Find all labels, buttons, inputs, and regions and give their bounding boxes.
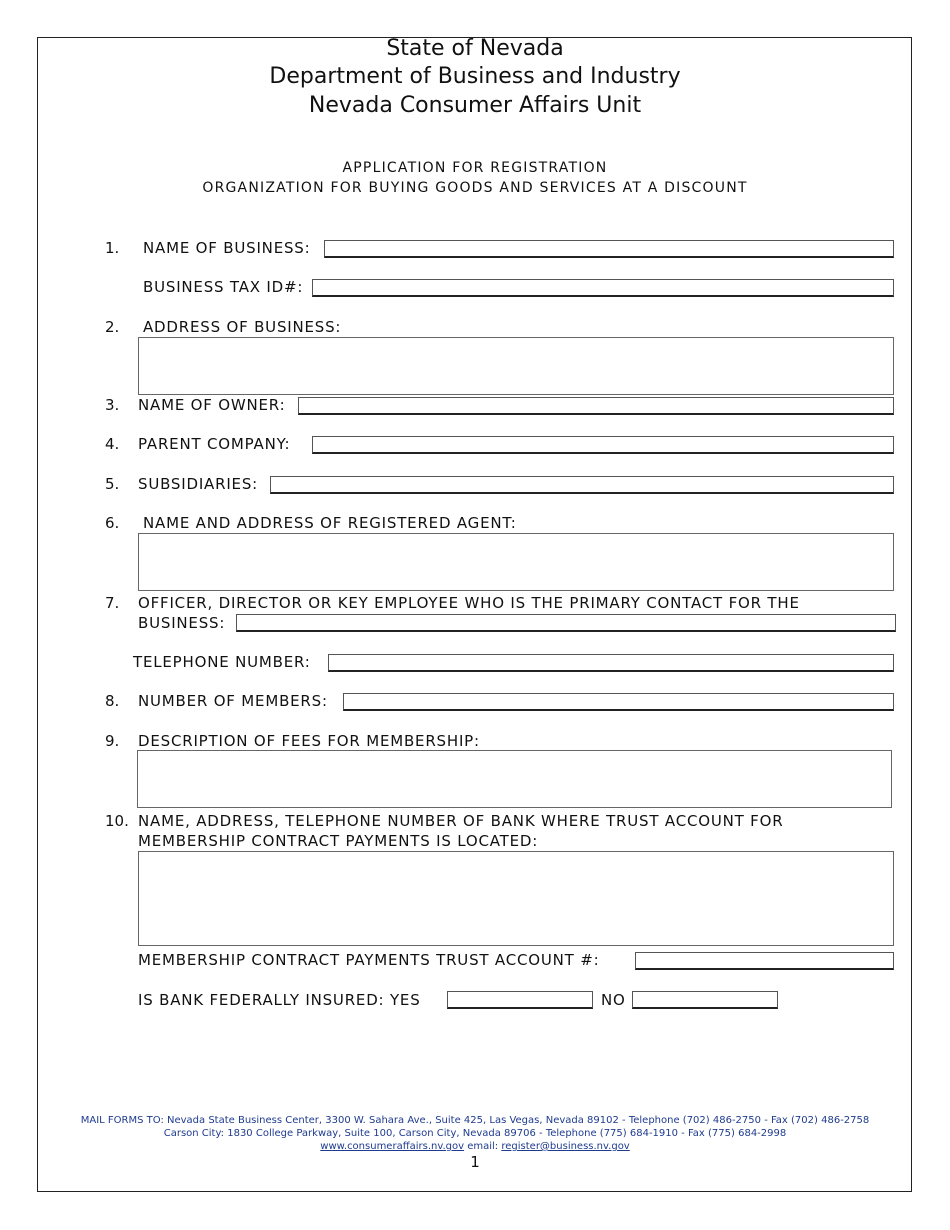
federally-insured-no-input[interactable] [632, 991, 778, 1009]
page-number: 1 [470, 1153, 480, 1171]
header-unit: Nevada Consumer Affairs Unit [308, 93, 642, 118]
footer-mail-line: MAIL FORMS TO: Nevada State Business Center, 3300 W. Sahara Ave., Suite 425, Las Vegas, Nevada 89102 - Telephone (702) 486-2750 - Fax (702) 486-2758 [80, 1115, 870, 1126]
telephone-number-input[interactable] [328, 654, 894, 672]
trust-account-label: MEMBERSHIP CONTRACT PAYMENTS TRUST ACCOUNT #: [138, 951, 600, 969]
website-link[interactable]: www.consumeraffairs.nv.gov [320, 1141, 465, 1152]
officer-label-line1: OFFICER, DIRECTOR OR KEY EMPLOYEE WHO IS THE PRIMARY CONTACT FOR THE [138, 594, 800, 612]
form-subtitle: ORGANIZATION FOR BUYING GOODS AND SERVICES AT A DISCOUNT [202, 180, 748, 196]
address-of-business-label: ADDRESS OF BUSINESS: [143, 318, 342, 336]
bank-info-input[interactable] [138, 851, 894, 946]
header-state: State of Nevada [386, 36, 564, 61]
name-of-owner-label: NAME OF OWNER: [138, 396, 286, 414]
primary-contact-input[interactable] [236, 614, 896, 632]
registered-agent-input[interactable] [138, 533, 894, 591]
item-number-10: 10. [105, 812, 129, 830]
parent-company-label: PARENT COMPANY: [138, 435, 291, 453]
item-number-8: 8. [105, 692, 120, 710]
officer-label-line2: BUSINESS: [138, 614, 226, 632]
parent-company-input[interactable] [312, 436, 894, 454]
description-of-fees-input[interactable] [137, 750, 892, 808]
item-number-5: 5. [105, 475, 120, 493]
telephone-number-label: TELEPHONE NUMBER: [133, 653, 311, 671]
name-of-owner-input[interactable] [298, 397, 894, 415]
item-number-2: 2. [105, 318, 120, 336]
item-number-9: 9. [105, 732, 120, 750]
footer-carson-line: Carson City: 1830 College Parkway, Suite 100, Carson City, Nevada 89706 - Telephone (775) 684-1910 - Fax (775) 684-2998 [163, 1128, 787, 1139]
federally-insured-label: IS BANK FEDERALLY INSURED: YES [138, 991, 421, 1009]
header-department: Department of Business and Industry [269, 64, 681, 89]
business-tax-id-label: BUSINESS TAX ID#: [143, 278, 304, 296]
number-of-members-label: NUMBER OF MEMBERS: [138, 692, 328, 710]
number-of-members-input[interactable] [343, 693, 894, 711]
item-number-3: 3. [105, 396, 120, 414]
item-number-7: 7. [105, 594, 120, 612]
subsidiaries-label: SUBSIDIARIES: [138, 475, 259, 493]
subsidiaries-input[interactable] [270, 476, 894, 494]
email-label: email: [464, 1141, 502, 1152]
name-of-business-label: NAME OF BUSINESS: [143, 239, 311, 257]
bank-label-line2: MEMBERSHIP CONTRACT PAYMENTS IS LOCATED: [138, 832, 539, 850]
item-number-6: 6. [105, 514, 120, 532]
item-number-4: 4. [105, 435, 120, 453]
federally-insured-yes-input[interactable] [447, 991, 593, 1009]
item-number-1: 1. [105, 239, 120, 257]
trust-account-input[interactable] [635, 952, 894, 970]
registered-agent-label: NAME AND ADDRESS OF REGISTERED AGENT: [143, 514, 517, 532]
email-link[interactable]: register@business.nv.gov [501, 1141, 630, 1152]
address-of-business-input[interactable] [138, 337, 894, 395]
description-of-fees-label: DESCRIPTION OF FEES FOR MEMBERSHIP: [138, 732, 480, 750]
business-tax-id-input[interactable] [312, 279, 894, 297]
bank-label-line1: NAME, ADDRESS, TELEPHONE NUMBER OF BANK WHERE TRUST ACCOUNT FOR [138, 812, 784, 830]
name-of-business-input[interactable] [324, 240, 894, 258]
footer-contact-line [0, 1140, 950, 1153]
federally-insured-no-label: NO [601, 991, 626, 1009]
form-title: APPLICATION FOR REGISTRATION [342, 160, 608, 176]
